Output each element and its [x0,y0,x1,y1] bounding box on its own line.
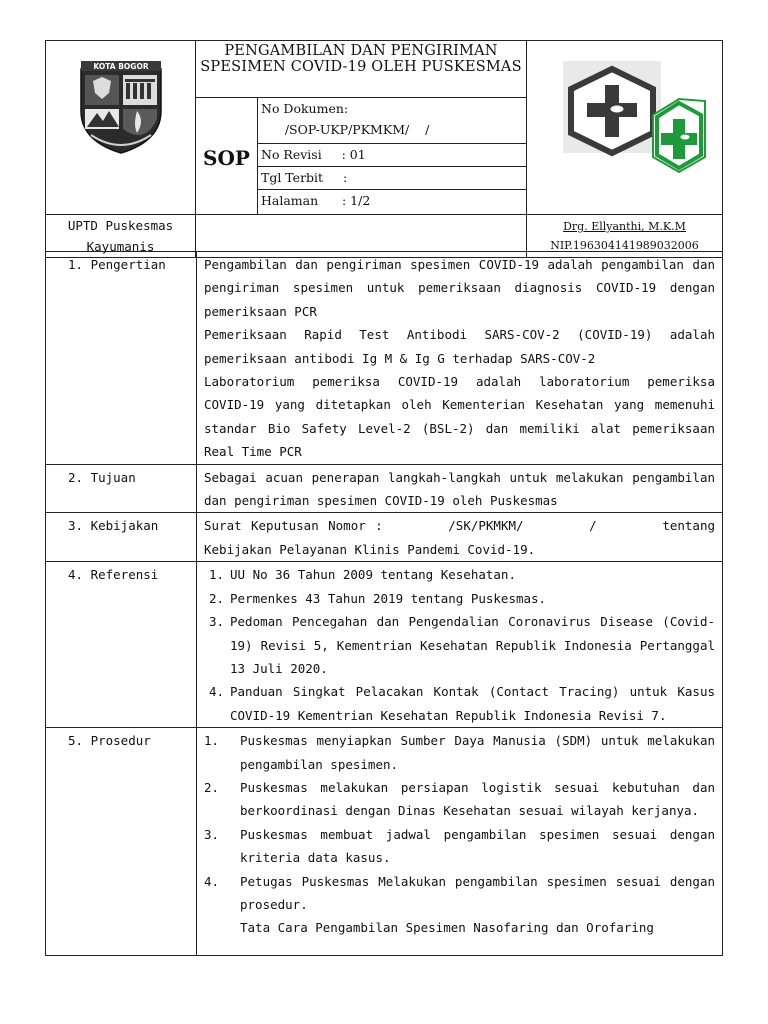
signer-nip: NIP.196304141989032006 [550,239,699,252]
kota-bogor-logo-cell [46,41,196,215]
paragraph: Laboratorium pemeriksa COVID-19 adalah laboratorium pemeriksa COVID-19 yang ditetapkan oleh Kementerian Kesehatan yang memenuhi standar Bio Safety Level-2 (BSL-2) dan memiliki alat pemeriksaan Real Time PCR [204,374,715,460]
document-title: PENGAMBILAN DAN PENGIRIMAN SPESIMEN COVID-19 OLEH PUSKESMAS [200,43,522,75]
section-content [197,513,723,562]
section-label: 4. Referensi [46,562,197,728]
section-referensi [46,562,723,728]
sop-header-table [45,40,723,258]
paragraph: Sebagai acuan penerapan langkah-langkah untuk melakukan pengambilan dan pengiriman spesimen COVID-19 oleh Puskesmas [204,469,715,509]
list-item: 4. Panduan Singkat Pelacakan Kontak (Contact Tracing) untuk Kasus COVID-19 Kementrian Kesehatan Republik Indonesia Revisi 7. [209,684,715,723]
list-item: 3. Pedoman Pencegahan dan Pengendalian Coronavirus Disease (Covid-19) Revisi 5, Kementrian Kesehatan Republik Indonesia Pertanggal 13 Juli 2020. [209,614,715,676]
procedure-subtitle: Tata Cara Pengambilan Spesimen Nasofaring dan Orofaring [240,920,654,936]
signer-name: Drg. Ellyanthi, M.K.M [563,220,686,233]
kota-bogor-emblem-icon [79,59,163,155]
section-label: 2. Tujuan [46,464,197,513]
section-kebijakan [46,513,723,562]
document-meta-cell [258,98,527,215]
section-prosedur [46,728,723,956]
section-content [197,464,723,513]
section-content [197,252,723,465]
document-title-cell [196,41,527,98]
section-content [197,728,723,956]
logo-text: KOTA BOGOR [93,62,149,71]
list-item: 4. Petugas Puskesmas Melakukan pengambilan spesimen sesuai dengan prosedur. [204,873,715,912]
halaman-row: Halaman : 1/2 [261,193,371,208]
unit-line1: UPTD Puskesmas [67,218,174,233]
list-item: 3. Puskesmas membuat jadwal pengambilan spesimen sesuai dengan kriteria data kasus. [204,826,715,866]
sop-label-cell [196,98,258,215]
list-item: 1. Puskesmas menyiapkan Sumber Daya Manusia (SDM) untuk melakukan pengambilan spesimen. [204,733,715,772]
list-item: 2. Puskesmas melakukan persiapan logistik sesuai kebutuhan dan berkoordinasi dengan Dinas Kesehatan sesuai wilayah kerjanya. [204,779,715,819]
sop-content-table [45,251,723,956]
puskesmas-logo-icon [527,41,723,211]
section-pengertian [46,252,723,465]
no-dokumen-row [258,98,526,144]
no-revisi-row: No Revisi : 01 [258,144,526,167]
section-label: 5. Prosedur [46,728,197,956]
paragraph: Surat Keputusan Nomor : /SK/PKMKM/ / tentang Kebijakan Pelayanan Klinis Pandemi Covid-19. [204,518,723,557]
paragraph: Pengambilan dan pengiriman spesimen COVID-19 adalah pengambilan dan pengiriman spesimen untuk pemeriksaan diagnosis COVID-19 dengan pemeriksaan PCR [204,257,715,319]
section-label: 1. Pengertian [46,252,197,465]
list-item: 1. UU No 36 Tahun 2009 tentang Kesehatan. [209,567,516,583]
no-dokumen-label: No Dokumen: [261,101,349,116]
section-label: 3. Kebijakan [46,513,197,562]
reference-list [204,563,715,727]
list-item: 2. Permenkes 43 Tahun 2019 tentang Puskesmas. [209,590,547,606]
section-content [197,562,723,728]
tgl-terbit-row: Tgl Terbit : [258,167,526,190]
sop-label: SOP [203,146,250,170]
section-tujuan [46,464,723,513]
unit-line2: Kayumanis [86,239,155,254]
no-dokumen-value: /SOP-UKP/PKMKM/ / [261,122,430,137]
paragraph: Pemeriksaan Rapid Test Antibodi SARS-COV-2 (COVID-19) adalah pemeriksaan antibodi Ig M & Ig G terhadap SARS-COV-2 [204,327,715,366]
procedure-list [204,729,715,916]
puskesmas-logo-cell [527,41,723,215]
